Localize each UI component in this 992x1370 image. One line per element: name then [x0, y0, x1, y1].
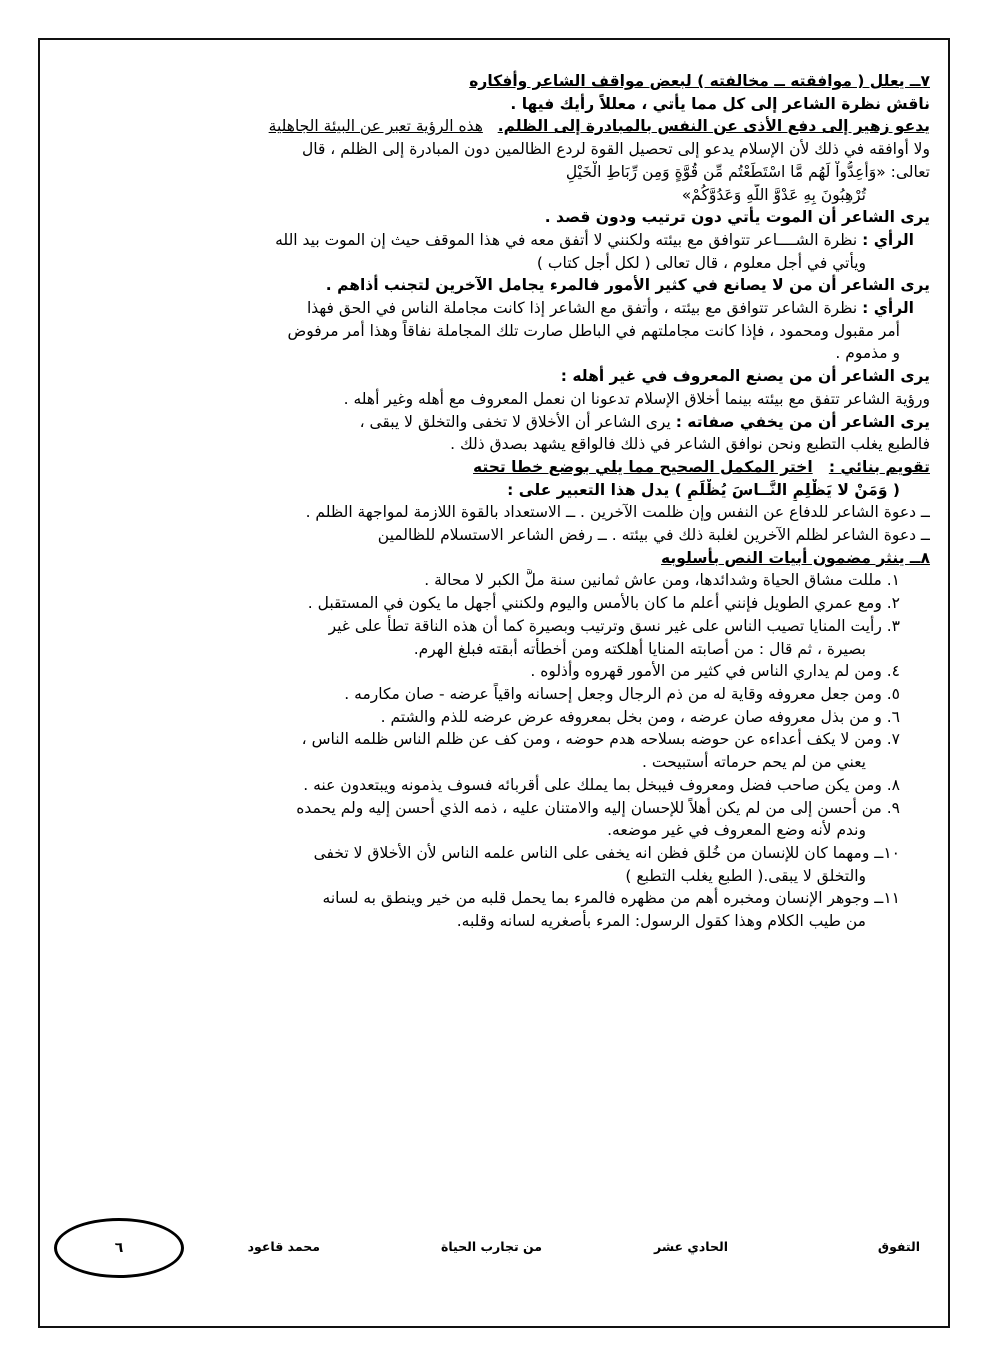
prose-item-10-continued: والتخلق لا يبقى.( الطبع يغلب التطبع ) — [625, 866, 866, 885]
prose-item-10: ١٠ــ ومهما كان للإنسان من خُلق فظن انه يخفى على الناس علمه الناس لأن الأخلاق لا تخفى — [313, 843, 900, 862]
flattery-opinion-line-1 — [60, 297, 930, 320]
quran-quote-line-2: تُرْهِبُونَ بِهِ عَدْوَّ اللّهِ وَعَدُوَّكُمْ» — [681, 185, 866, 204]
prose-item-2: ٢. ومع عمري الطويل فإنني أعلم ما كان بالأمس واليوم ولكنني أجهل ما يكون في المستقبل . — [307, 594, 900, 613]
prose-item-9-continued: وندم لأنه وضع المعروف في غير موضعه. — [607, 821, 866, 840]
kindness-opinion-line: ورؤية الشاعر تتفق مع بيئته بينما أخلاق الإسلام تدعونا ان نعمل المعروف مع أهله وغير أهله . — [343, 389, 930, 408]
section-8-heading: ٨ــ ينثر مضمون أبيات النص بأسلوبه — [661, 548, 930, 567]
death-idea-statement: يرى الشاعر أن الموت يأتي دون ترتيب ودون قصد . — [544, 208, 930, 227]
assessment-options-row-2[interactable]: ــ دعوة الشاعر لظلم الآخرين لغلبة ذلك في بيئته . ــ رفض الشاعر الاستسلام للظالمين — [377, 526, 930, 545]
footer-grade: الحادي عشر — [654, 1239, 728, 1254]
footer-series-title: التفوق — [877, 1239, 920, 1254]
page-number-ellipse — [54, 1218, 184, 1278]
prose-item-7-continued: يعني من لم يحم حرماته أُستبيحت . — [642, 753, 866, 772]
flattery-opinion-line-3: و مذموم . — [835, 344, 900, 363]
quran-quote-line-1: تعالى: «وَأَعِدُّواْ لَهُم مَّا اسْتَطَعْتُم مِّن قُوَّةٍ وَمِن رِّبَاطِ الْخَيْلِ — [565, 162, 930, 181]
prose-item-9: ٩. من أحسن إلى من لم يكن أهلاً للإحسان إليه والامتنان عليه ، ذمه الذي أحسن إليه ولم يحمده — [296, 798, 900, 817]
prose-item-7: ٧. ومن لا يكف أعداءه عن حوضه بسلاحه هدم حوضه ، ومن كف عن ظلم الناس ظلمه الناس ، — [301, 730, 900, 749]
prose-item-8: ٨. ومن يكن صاحب فضل ومعروف فيبخل بما يملك على أقربائه فسوف يذمونه ويبتعدون عنه . — [303, 775, 900, 794]
prose-item-5: ٥. ومن جعل معروفه وقاية له من ذم الرجال وجعل إحسانه واقياً عرضه - صان مكارمه . — [344, 684, 900, 703]
flattery-opinion-line-2: أمر مقبول ومحمود ، فإذا كانت مجاملتهم في الباطل صارت تلك المجاملة نفاقاً وهذا أمر مرفوض — [287, 321, 900, 340]
page-frame — [38, 38, 950, 1328]
character-opinion-line-2: فالطبع يغلب التطبع ونحن نوافق الشاعر في ذلك فالواقع يشهد بصدق ذلك . — [450, 435, 930, 454]
prose-item-3-continued: بصيرة ، ثم قال : من أصابته المنايا أهلكته ومن أخطأته أبقته فبلغ الهرم. — [413, 639, 866, 658]
footer-author: محمد قاعود — [247, 1239, 320, 1254]
page-footer — [60, 1236, 928, 1260]
section-7-heading: ٧ــ يعلل ( موافقته ــ مخالفته ) لبعض مواقف الشاعر وأفكاره — [469, 72, 930, 90]
assessment-heading-line — [60, 456, 930, 479]
prose-item-11-continued: من طيب الكلام وهذا كقول الرسول: المرء بأصغريه لسانه وقلبه. — [456, 912, 866, 931]
assessment-heading: تقويم بنائي : — [828, 457, 930, 476]
assessment-question: ( وَمَنْ لا يَظْلِمِ النَّــاسَ يُظْلَمِ ) يدل هذا التعبير على : — [507, 480, 900, 499]
character-idea-line — [60, 411, 930, 434]
opinion-label: الرأي : — [862, 230, 914, 249]
prose-item-3: ٣. رأيت المنايا تصيب الناس على غير نسق وترتيب وبصيرة كما أن هذه الناقة تطأ على غير — [328, 616, 900, 635]
document-body — [60, 70, 930, 933]
character-idea-statement: يرى الشاعر أن من يخفي صفاته : — [675, 412, 930, 431]
assessment-options-row-1[interactable]: ــ دعوة الشاعر للدفاع عن النفس وإن ظلمت الآخرين . ــ الاستعداد بالقوة اللازمة لمواجهة الظلم . — [305, 503, 930, 522]
prose-item-1: ١. مللت مشاق الحياة وشدائدها، ومن عاش ثمانين سنة ملَّ الكبر لا محالة . — [424, 571, 900, 590]
discussion-instruction: ناقش نظرة الشاعر إلى كل مما يأتي ، معللاً رأيك فيها . — [510, 94, 930, 113]
page-number: ٦ — [114, 1240, 124, 1256]
assessment-instruction: اختر المكمل الصحيح مما يلي بوضع خطا تحته — [473, 457, 813, 476]
zuhair-idea-comment: هذه الرؤية تعبر عن البيئة الجاهلية — [268, 117, 483, 136]
zuhair-idea-statement: يدعو زهير إلى دفع الأذى عن النفس بالمبادرة إلى الظلم. — [497, 117, 930, 136]
zuhair-idea-line — [60, 115, 930, 138]
footer-lesson-title: من تجارب الحياة — [440, 1239, 542, 1254]
kindness-idea-statement: يرى الشاعر أن من يصنع المعروف في غير أهله : — [560, 367, 930, 386]
prose-item-11: ١١ــ وجوهر الإنسان ومخبره أهم من مظهره فالمرء بما يحمل قلبه من خير وينطق به لسانه — [322, 889, 900, 908]
death-opinion-text: نظرة الشــــاعر تتوافق مع بيئته ولكنني لا أتفق معه في هذا الموقف حيث إن الموت بيد الله — [275, 230, 858, 249]
zuhair-opinion-line-1: ولا أوافقه في ذلك لأن الإسلام يدعو إلى تحصيل القوة لردع الظالمين دون المبادرة إلى الظلم ، قال — [301, 140, 930, 159]
flattery-opinion-text: نظرة الشاعر تتوافق مع بيئته ، وأتفق مع الشاعر إذا كانت مجاملة الناس في الحق فهذا — [306, 299, 858, 318]
prose-item-6: ٦. و من بذل معروفه صان عرضه ، ومن بخل بمعروفه عرض عرضه للذم والشتم . — [380, 707, 900, 726]
death-opinion-line-2: ويأتي في أجل معلوم ، قال تعالى ( لكل أجل كتاب ) — [536, 253, 866, 272]
flattery-idea-statement: يرى الشاعر أن من لا يصانع في كثير الأمور فالمرء يجامل الآخرين لتجنب أذاهم . — [325, 276, 930, 295]
opinion-label: الرأي : — [862, 299, 914, 318]
death-opinion-line-1 — [60, 229, 930, 252]
character-idea-opinion: يرى الشاعر أن الأخلاق لا تخفى والتخلق لا يبقى ، — [359, 412, 671, 431]
prose-item-4: ٤. ومن لم يداري الناس في كثير من الأمور قهروه وأذلوه . — [530, 662, 900, 681]
